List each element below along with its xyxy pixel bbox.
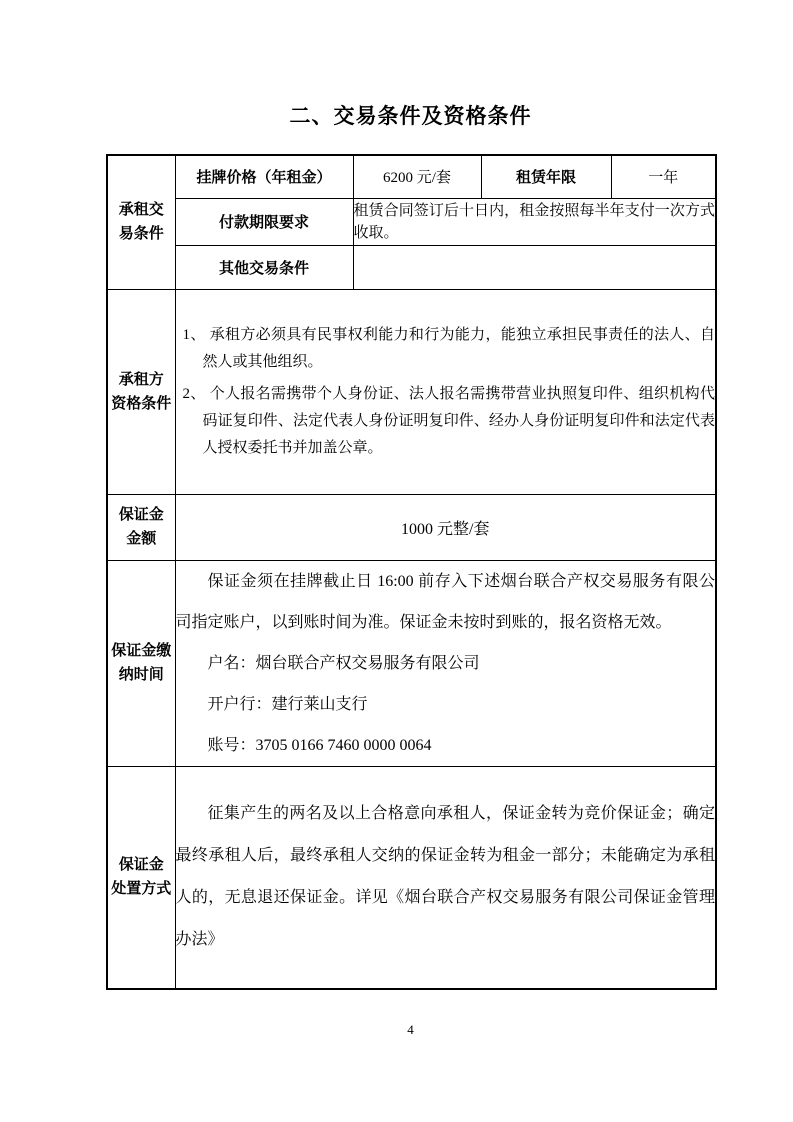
deposit-payment-paragraph: 保证金须在挂牌截止日 16:00 前存入下述烟台联合产权交易服务有限公司指定账户，以到账时间为准。保证金未按时到账的，报名资格无效。 — [175, 572, 715, 631]
label-rental-terms-line1: 承租交 — [118, 202, 164, 219]
cell-other-value — [353, 245, 716, 289]
deposit-disposal-paragraph: 征集产生的两名及以上合格意向承租人，保证金转为竞价保证金；确定最终承租人后，最终承租人交纳的保证金转为租金一部分；未能确定为承租人的，无息退还保证金。详见《烟台联合产权交易服务有限公司保证金管理办法》 — [175, 805, 715, 949]
deposit-account-number: 账号：3705 0166 7460 0000 0064 — [207, 736, 432, 754]
label-deposit-amount-line1: 保证金 — [118, 507, 164, 523]
label-deposit-payment — [107, 560, 175, 766]
qualification-item-1: 1、 承租方必须具有民事权利能力和行为能力，能独立承担民事责任的法人、自然人或其他组织。 — [182, 326, 715, 370]
cell-qualification-content — [175, 289, 716, 494]
label-deposit-amount-line2: 金额 — [126, 531, 157, 547]
label-qualification-line1: 承租方 — [118, 371, 164, 388]
label-qualification-line2: 资格条件 — [111, 395, 172, 412]
deposit-bank: 开户行：建行莱山支行 — [207, 695, 368, 713]
page-number: 4 — [407, 1022, 414, 1037]
cell-deposit-payment-content — [175, 560, 716, 766]
conditions-table — [106, 154, 717, 990]
cell-payment-label: 付款期限要求 — [175, 198, 353, 245]
label-qualification — [107, 289, 175, 494]
cell-payment-value: 租赁合同签订后十日内，租金按照每半年支付一次方式收取。 — [353, 198, 716, 245]
label-deposit-disposal-line2: 处置方式 — [111, 881, 172, 898]
cell-lease-term-label: 租赁年限 — [481, 155, 611, 198]
row-payment-terms — [107, 198, 716, 245]
label-deposit-payment-line1: 保证金缴 — [111, 643, 172, 659]
section-title: 二、交易条件及资格条件 — [289, 104, 532, 128]
row-other-terms — [107, 245, 716, 289]
label-deposit-payment-line2: 纳时间 — [118, 667, 164, 683]
cell-listing-price-value: 6200 元/套 — [353, 155, 481, 198]
label-deposit-disposal — [107, 766, 175, 989]
row-qualification — [107, 289, 716, 494]
row-deposit-disposal — [107, 766, 716, 989]
qualification-item-2: 2、 个人报名需携带个人身份证、法人报名需携带营业执照复印件、组织机构代码证复印件、法定代表人身份证明复印件、经办人身份证明复印件和法定代表人授权委托书并加盖公章。 — [182, 385, 715, 456]
cell-other-label: 其他交易条件 — [175, 245, 353, 289]
label-rental-terms-line2: 易条件 — [118, 226, 164, 243]
row-deposit-payment — [107, 560, 716, 766]
row-deposit-amount — [107, 494, 716, 560]
label-rental-terms — [107, 155, 175, 289]
cell-listing-price-label: 挂牌价格（年租金） — [175, 155, 353, 198]
cell-deposit-disposal-content — [175, 766, 716, 989]
cell-deposit-amount-value: 1000 元整/套 — [175, 494, 716, 560]
row-listing-price — [107, 155, 716, 198]
deposit-account-name: 户名：烟台联合产权交易服务有限公司 — [207, 654, 480, 672]
label-deposit-disposal-line1: 保证金 — [118, 857, 164, 874]
label-deposit-amount — [107, 494, 175, 560]
cell-lease-term-value: 一年 — [611, 155, 716, 198]
